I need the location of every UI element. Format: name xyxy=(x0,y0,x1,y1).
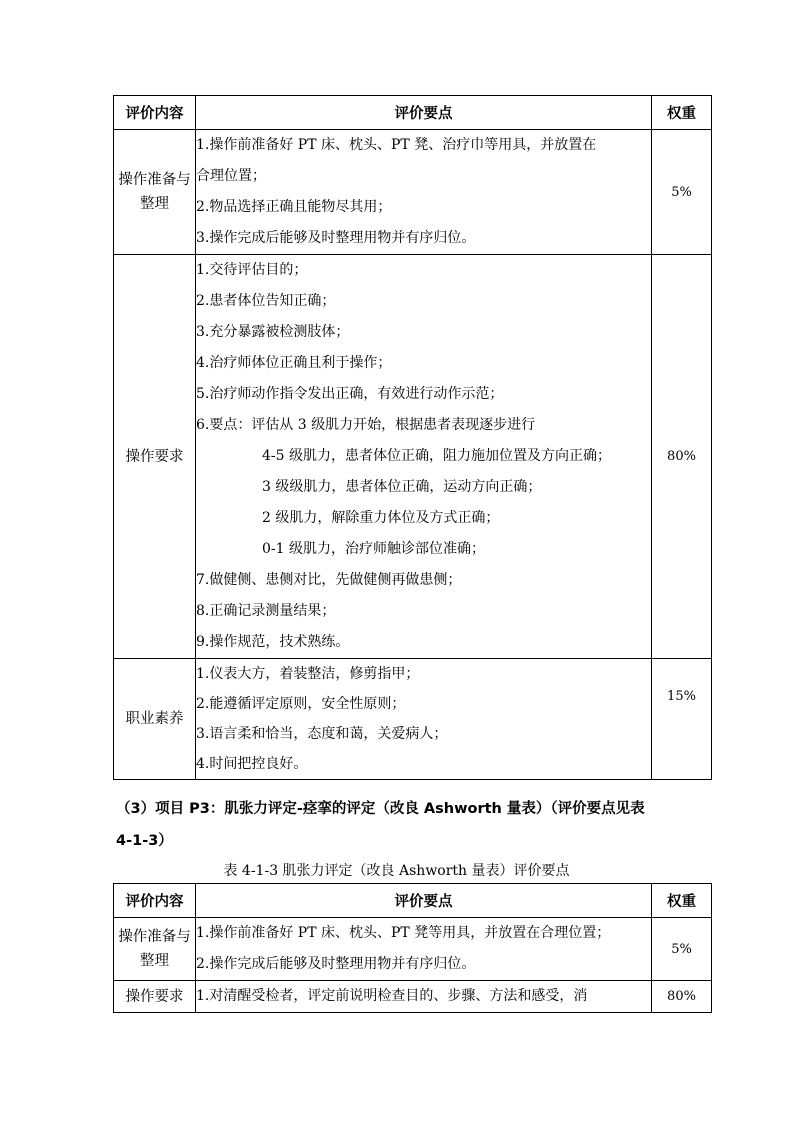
section-heading: （3）项目 P3：肌张力评定-痉挛的评定（改良 Ashworth 量表）（评价要点见表 xyxy=(116,801,645,817)
items-cell xyxy=(196,918,652,981)
table-caption: 表 4-1-3 肌张力评定（改良 Ashworth 量表）评价要点 xyxy=(223,863,570,879)
table-row xyxy=(114,255,712,659)
table-header-row xyxy=(114,884,712,918)
list-item: 2.能遵循评定原则，安全性原则； xyxy=(196,696,406,712)
list-item: 6.要点：评估从 3 级肌力开始，根据患者表现逐步进行 xyxy=(196,417,536,433)
category-cell: 操作准备与整理 xyxy=(114,918,196,981)
weight-cell: 15% xyxy=(652,659,712,780)
list-item: 1.对清醒受检者，评定前说明检查目的、步骤、方法和感受，消 xyxy=(196,988,588,1004)
header-content: 评价内容 xyxy=(114,884,196,918)
list-item: 8.正确记录测量结果； xyxy=(196,603,336,619)
table-row xyxy=(114,981,712,1013)
list-item: 2 级肌力，解除重力体位及方式正确； xyxy=(262,510,500,526)
weight-cell: 80% xyxy=(652,255,712,659)
items-cell xyxy=(196,255,652,659)
list-item: 2.物品选择正确且能物尽其用； xyxy=(196,199,392,215)
list-item: 7.做健侧、患侧对比，先做健侧再做患侧； xyxy=(196,572,462,588)
list-item: 4.治疗师体位正确且利于操作； xyxy=(196,355,392,371)
table-row xyxy=(114,918,712,981)
table-row xyxy=(114,130,712,255)
weight-cell: 5% xyxy=(652,918,712,981)
table-header-row xyxy=(114,96,712,130)
list-item: 3.语言柔和恰当，态度和蔼，关爱病人； xyxy=(196,726,448,742)
list-item: 0-1 级肌力，治疗师触诊部位准确； xyxy=(262,541,485,557)
list-item: 1.仪表大方，着装整洁，修剪指甲； xyxy=(196,666,420,682)
header-weight: 权重 xyxy=(652,96,712,130)
category-cell: 操作要求 xyxy=(114,255,196,659)
list-item: 5.治疗师动作指令发出正确，有效进行动作示范； xyxy=(196,386,504,402)
header-content: 评价内容 xyxy=(114,96,196,130)
evaluation-table-2 xyxy=(113,883,712,1013)
category-cell: 操作准备与整理 xyxy=(114,130,196,255)
header-weight: 权重 xyxy=(652,884,712,918)
header-points: 评价要点 xyxy=(196,96,652,130)
category-cell: 职业素养 xyxy=(114,659,196,780)
list-item: 1.操作前准备好 PT 床、枕头、PT 凳等用具，并放置在合理位置； xyxy=(196,925,611,941)
list-item: 1.交待评估目的； xyxy=(196,262,308,278)
list-item: 4.时间把控良好。 xyxy=(196,756,308,772)
items-cell xyxy=(196,130,652,255)
list-item: 9.操作规范，技术熟练。 xyxy=(196,634,350,650)
section-heading-continued: 4-1-3） xyxy=(116,833,173,849)
list-item: 1.操作前准备好 PT 床、枕头、PT 凳、治疗巾等用具，并放置在 xyxy=(196,137,597,153)
category-cell: 操作要求 xyxy=(114,981,196,1013)
weight-cell: 80% xyxy=(652,981,712,1013)
table-row xyxy=(114,659,712,780)
list-item: 3.操作完成后能够及时整理用物并有序归位。 xyxy=(196,230,476,246)
list-item: 4-5 级肌力，患者体位正确，阻力施加位置及方向正确； xyxy=(262,448,611,464)
list-item: 3 级级肌力，患者体位正确，运动方向正确； xyxy=(262,479,542,495)
items-cell xyxy=(196,659,652,780)
list-item: 2.操作完成后能够及时整理用物并有序归位。 xyxy=(196,956,476,972)
items-cell xyxy=(196,981,652,1013)
list-item: 3.充分暴露被检测肢体； xyxy=(196,324,350,340)
weight-cell: 5% xyxy=(652,130,712,255)
list-item: 2.患者体位告知正确； xyxy=(196,293,336,309)
evaluation-table-1 xyxy=(113,95,712,780)
header-points: 评价要点 xyxy=(196,884,652,918)
list-item: 合理位置； xyxy=(196,168,266,184)
